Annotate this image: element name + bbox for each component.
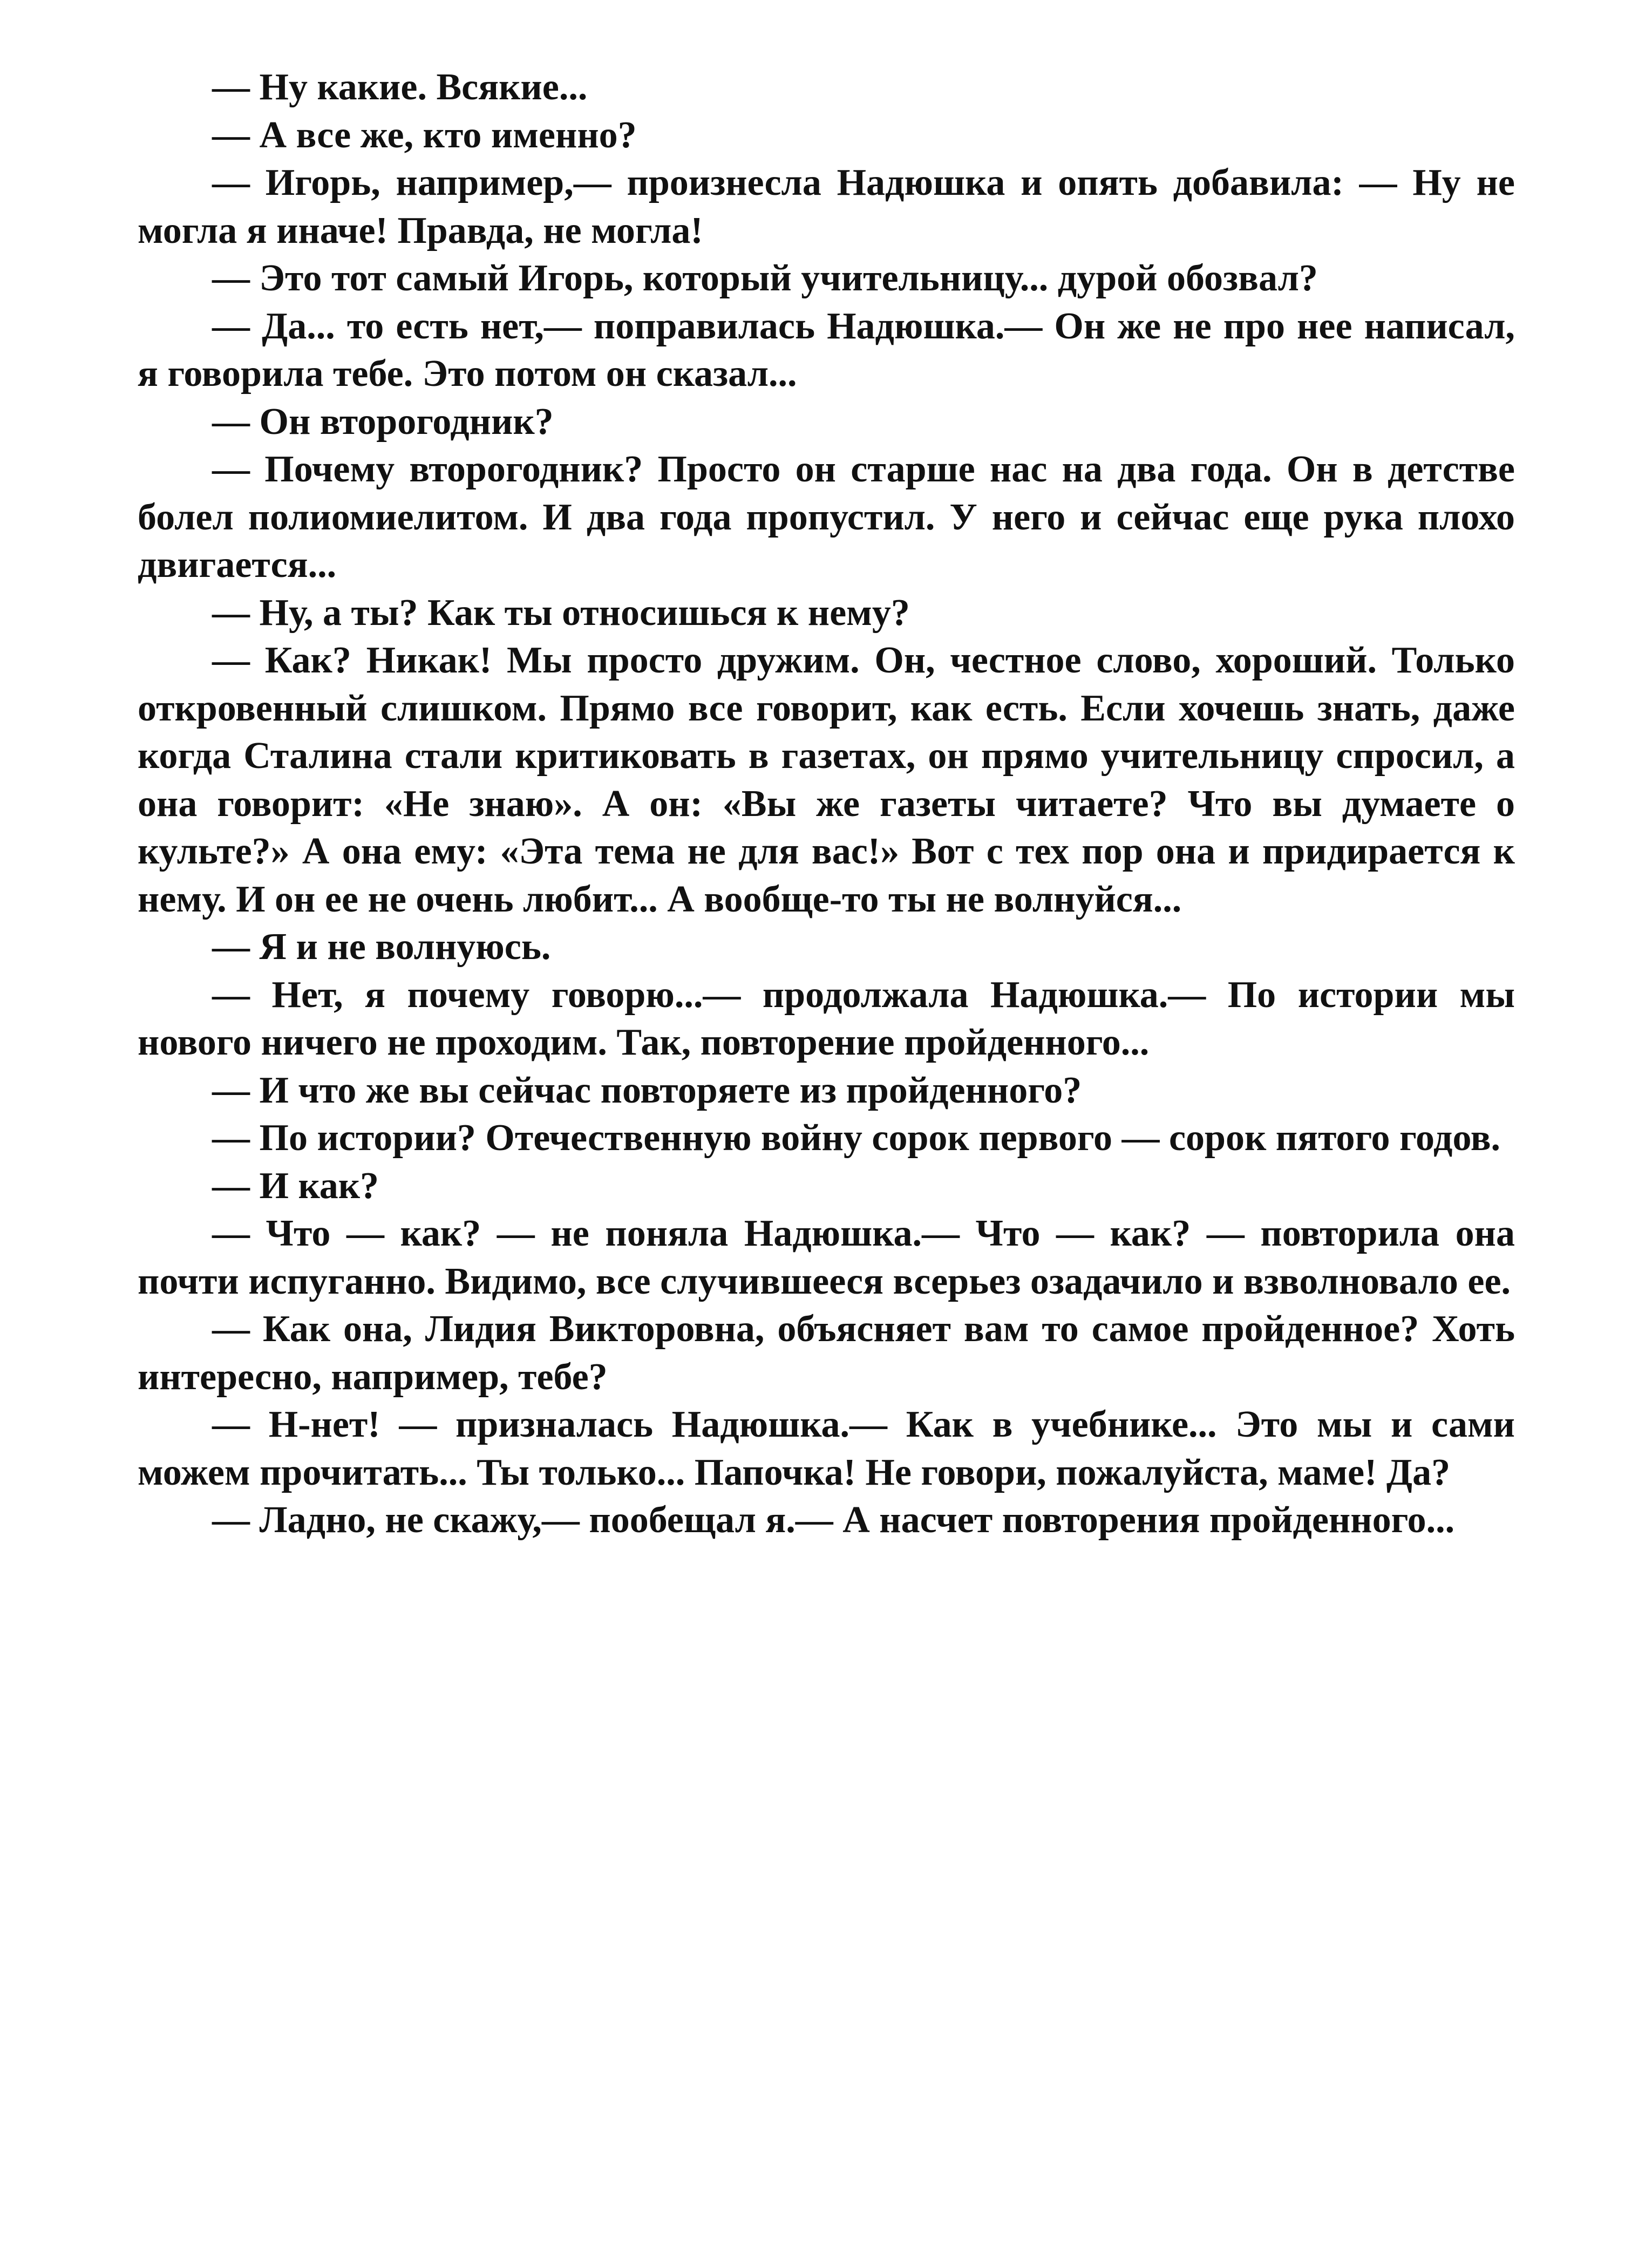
paragraph-6: — Он второгодник? [212, 400, 554, 443]
paragraph-8: — Ну, а ты? Как ты относишься к нему? [212, 591, 910, 634]
paragraph-11: — Нет, я почему говорю...— продолжала Надюшка.— По истории мы нового ничего не проходим. Так, повторение пройденного... [138, 974, 1515, 1063]
paragraph-2: — А все же, кто именно? [212, 114, 637, 156]
paragraph-3: — Игорь, например,— произнесла Надюшка и опять добавила: — Ну не могла я иначе! Правда, не могла! [138, 162, 1515, 251]
paragraph-16: — Как она, Лидия Викторовна, объясняет вам то самое пройденное? Хоть интересно, например, тебе? [138, 1308, 1515, 1398]
paragraph-12: — И что же вы сейчас повторяете из пройденного? [212, 1069, 1082, 1111]
page-text [138, 64, 1515, 1545]
paragraph-5: — Да... то есть нет,— поправилась Надюшка.— Он же не про нее написал, я говорила тебе. Это потом он сказал... [138, 305, 1515, 395]
paragraph-9: — Как? Никак! Мы просто дружим. Он, честное слово, хороший. Только откровенный слишком. Прямо все говорит, как есть. Если хочешь знать, даже когда Сталина стали критиковать в газетах, он прямо учительницу спросил, а она говорит: «Не знаю». А он: «Вы же газеты читаете? Что вы думаете о культе?» А она ему: «Эта тема не для вас!» Вот с тех пор она и придирается к нему. И он ее не очень любит... А вообще-то ты не волнуйся... [138, 640, 1515, 920]
paragraph-17: — Н-нет! — призналась Надюшка.— Как в учебнике... Это мы и сами можем прочитать... Ты только... Папочка! Не говори, пожалуйста, маме! Да? [138, 1404, 1515, 1493]
paragraph-7: — Почему второгодник? Просто он старше нас на два года. Он в детстве болел полиомиелитом. И два года пропустил. У него и сейчас еще рука плохо двигается... [138, 448, 1515, 586]
paragraph-18: — Ладно, не скажу,— пообещал я.— А насчет повторения пройденного... [212, 1499, 1455, 1541]
paragraph-4: — Это тот самый Игорь, который учительницу... дурой обозвал? [212, 257, 1318, 299]
paragraph-1: — Ну какие. Всякие... [212, 66, 588, 108]
paragraph-13: — По истории? Отечественную войну сорок первого — сорок пятого годов. [212, 1117, 1501, 1159]
paragraph-14: — И как? [212, 1165, 379, 1207]
paragraph-10: — Я и не волнуюсь. [212, 926, 551, 968]
paragraph-15: — Что — как? — не поняла Надюшка.— Что — как? — повторила она почти испуганно. Видимо, все случившееся всерьез озадачило и взволновало ее. [138, 1213, 1515, 1302]
